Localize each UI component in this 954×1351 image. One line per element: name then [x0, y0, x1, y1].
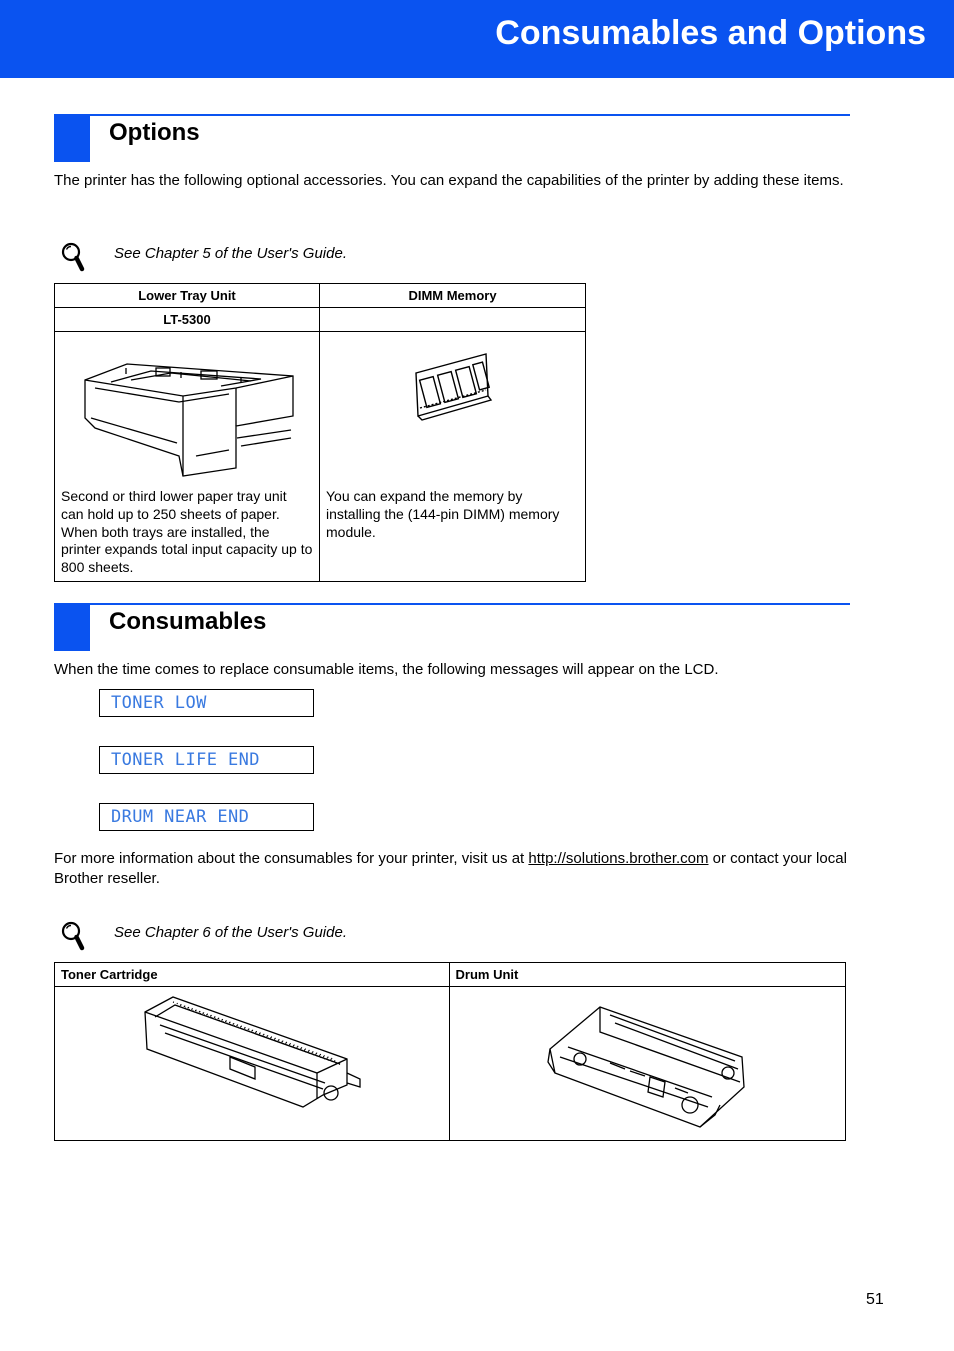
magnifier-icon — [60, 920, 86, 952]
section-marker-options — [54, 114, 90, 162]
consumables-intro: When the time comes to replace consumable items, the following messages will appear on the LCD. — [54, 661, 719, 678]
lcd-text: DRUM NEAR END — [111, 807, 250, 827]
lower-tray-unit-image — [61, 338, 313, 488]
consumables-note-text: See Chapter 6 of the User's Guide. — [114, 924, 347, 941]
drum-unit-image — [450, 987, 845, 1140]
page-title: Consumables and Options — [495, 14, 926, 52]
lcd-text: TONER LIFE END — [111, 750, 260, 770]
section-marker-consumables — [54, 603, 90, 651]
section-rule-consumables — [54, 603, 850, 605]
lower-tray-unit-description: Second or third lower paper tray unit can hold up to 250 sheets of paper. When both trays are installed, the printer expands total input capacity up to 800 sheets. — [61, 488, 313, 576]
drum-unit-cell — [449, 987, 845, 1141]
section-title-options: Options — [109, 119, 200, 146]
options-note-text: See Chapter 5 of the User's Guide. — [114, 245, 347, 262]
toner-cartridge-cell — [55, 987, 450, 1141]
lcd-message-toner-life-end — [99, 746, 314, 774]
header-drum-unit: Drum Unit — [449, 963, 845, 987]
options-table — [54, 283, 586, 582]
lcd-message-toner-low — [99, 689, 314, 717]
lcd-message-drum-near-end — [99, 803, 314, 831]
options-intro: The printer has the following optional accessories. You can expand the capabilities of the printer by adding these items. — [54, 172, 844, 189]
dimm-memory-cell — [320, 332, 586, 582]
section-title-consumables: Consumables — [109, 608, 267, 635]
consumables-more-info — [54, 849, 850, 888]
page-number: 51 — [866, 1291, 884, 1308]
more-info-text-end: or contact your local Brother reseller. — [54, 850, 847, 887]
header-lower-tray-unit: Lower Tray Unit — [55, 284, 320, 308]
model-dimm-memory — [320, 308, 586, 332]
consumables-table — [54, 962, 846, 1141]
toner-cartridge-image — [55, 987, 449, 1140]
lcd-text: TONER LOW — [111, 693, 207, 713]
header-bar — [0, 0, 954, 78]
header-toner-cartridge: Toner Cartridge — [55, 963, 450, 987]
header-dimm-memory: DIMM Memory — [320, 284, 586, 308]
solutions-link[interactable]: http://solutions.brother.com — [528, 850, 709, 867]
magnifier-icon — [60, 241, 86, 273]
section-rule-options — [54, 114, 850, 116]
more-info-text: For more information about the consumables for your printer, visit us at — [54, 850, 529, 867]
dimm-memory-image — [326, 338, 579, 488]
model-lower-tray-unit: LT-5300 — [55, 308, 320, 332]
dimm-memory-description: You can expand the memory by installing the (144-pin DIMM) memory module. — [326, 488, 560, 540]
lower-tray-unit-cell — [55, 332, 320, 582]
